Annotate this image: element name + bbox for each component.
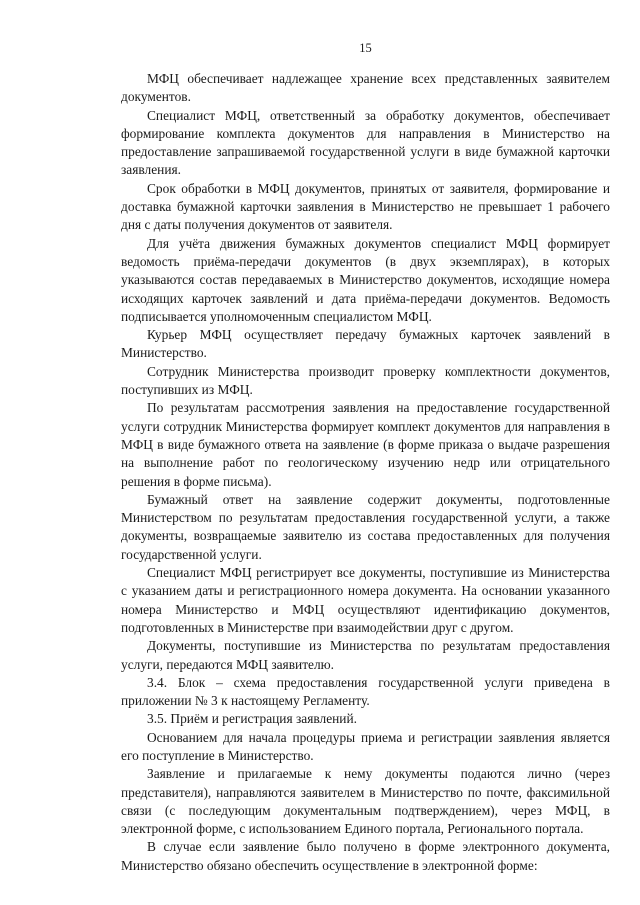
section-heading-3-4: 3.4. Блок – схема предоставления государственной услуги приведена в приложении № 3 к настоящему Регламенту.	[121, 674, 610, 709]
paragraph: Документы, поступившие из Министерства по результатам предоставления услуги, передаются МФЦ заявителю.	[121, 638, 610, 672]
paragraph: Заявление и прилагаемые к нему документы подаются лично (через представителя), направляются заявителем в Министерство по почте, факсимильной связи (с последующим документальным подтверждением), через МФЦ, в электронной форме, с использованием Единого портала, Регионального портала.	[121, 766, 610, 837]
paragraph: Специалист МФЦ, ответственный за обработку документов, обеспечивает формирование комплекта документов для направления в Министерство на предоставление запрашиваемой государственной услуги в виде бумажной карточки заявления.	[121, 107, 610, 178]
paragraph: В случае если заявление было получено в форме электронного документа, Министерство обязано обеспечить осуществление в электронной форме:	[121, 839, 610, 873]
paragraph: Основанием для начала процедуры приема и регистрации заявления является его поступление в Министерство.	[121, 729, 610, 763]
paragraph: Специалист МФЦ регистрирует все документы, поступившие из Министерства с указанием даты и регистрационного номера документа. На основании указанного номера Министерство и МФЦ осуществляют идентификацию документов, подготовленных в Министерстве при взаимодействии друг с другом.	[121, 565, 610, 635]
paragraph: Срок обработки в МФЦ документов, принятых от заявителя, формирование и доставка бумажной карточки заявления в Министерство не превышает 1 рабочего дня с даты получения документов от заявителя.	[121, 180, 610, 233]
paragraph: Для учёта движения бумажных документов специалист МФЦ формирует ведомость приёма-передачи документов (в двух экземплярах), в которых указываются состав передаваемых в Министерство документов, исходящие номера исходящих карточек заявлений и дата приёма-передачи документов. Ведомость подписывается уполномоченным специалистом МФЦ.	[121, 235, 610, 324]
section-heading-3-5: 3.5. Приём и регистрация заявлений.	[147, 711, 357, 727]
paragraph: Курьер МФЦ осуществляет передачу бумажных карточек заявлений в Министерство.	[121, 327, 610, 361]
paragraph: По результатам рассмотрения заявления на предоставление государственной услуги сотрудник Министерства формирует комплект документов для направления в МФЦ в виде бумажного ответа на заявление (в форме приказа о выдаче разрешения на выполнение работ по геологическому изучению недр или отрицательного решения в форме письма).	[121, 400, 610, 489]
document-body	[121, 70, 610, 875]
paragraph: Бумажный ответ на заявление содержит документы, подготовленные Министерством по результатам предоставления государственной услуги, а также документы, возвращаемые заявителю из состава предоставленных для получения государственной услуги.	[121, 491, 610, 562]
page-number: 15	[359, 41, 372, 55]
paragraph: Сотрудник Министерства производит проверку комплектности документов, поступивших из МФЦ.	[121, 363, 610, 398]
paragraph: МФЦ обеспечивает надлежащее хранение всех представленных заявителем документов.	[121, 71, 610, 105]
